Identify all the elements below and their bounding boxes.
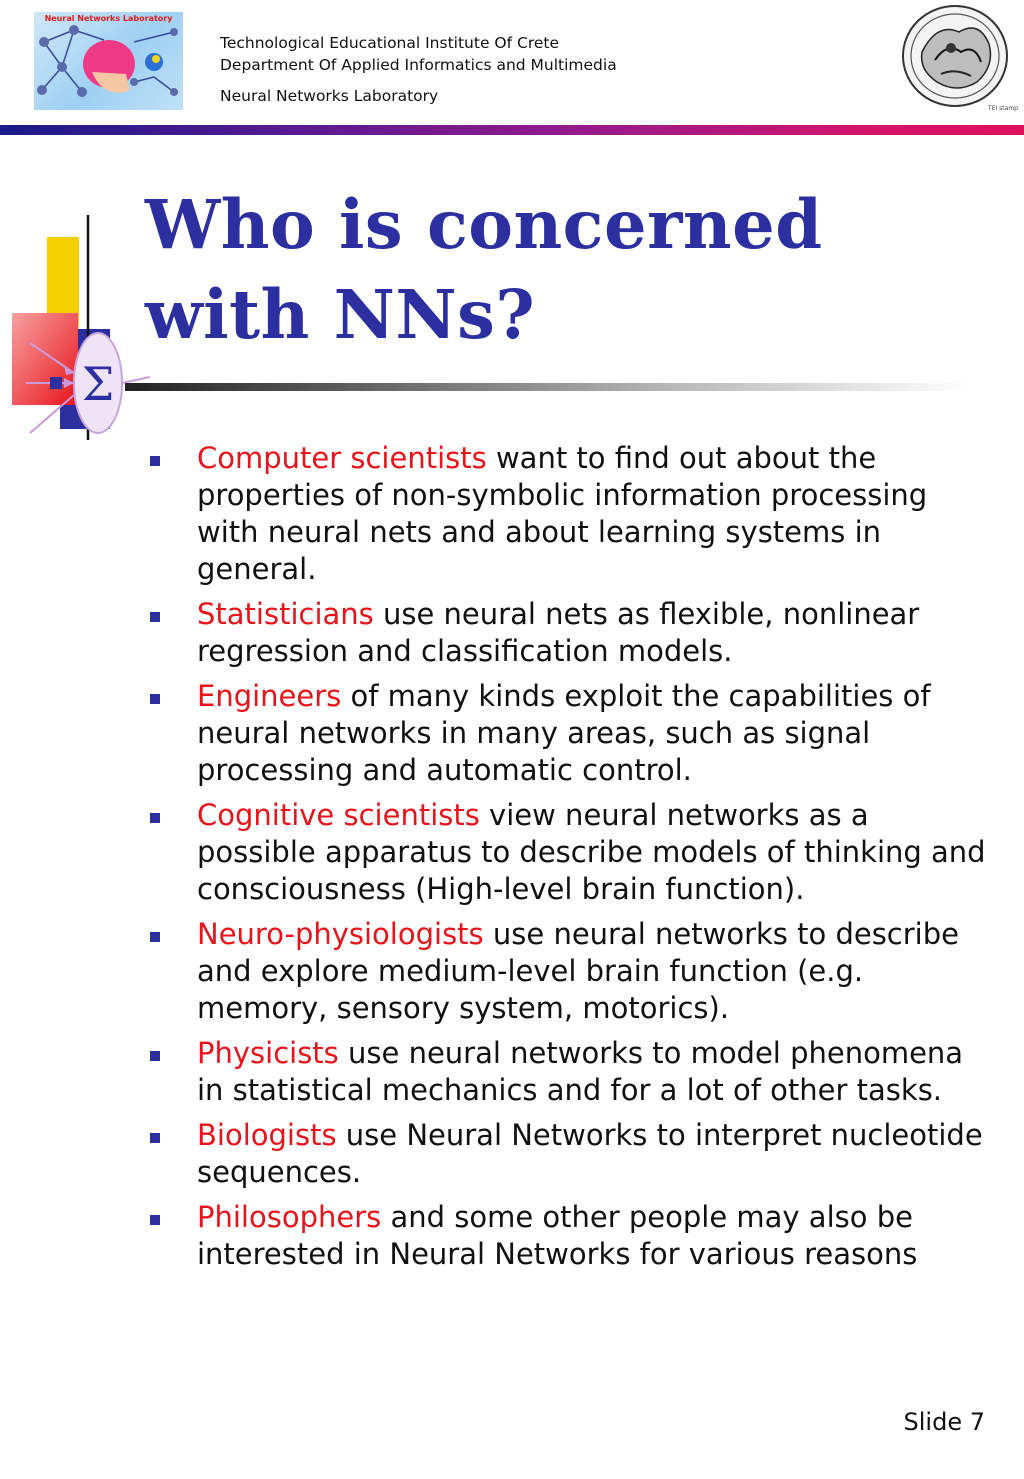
bullet-list <box>150 440 995 1281</box>
slide-number: Slide 7 <box>903 1408 985 1436</box>
lab-logo <box>34 12 183 110</box>
logo-text: Neural Networks Laboratory <box>44 14 173 23</box>
bullet-text: want to find out about the properties of non-symbolic information processing with neural nets and about learning systems in general. <box>197 441 928 586</box>
bullet-square-icon <box>150 1215 160 1225</box>
list-item <box>150 797 995 908</box>
bullet-term: Philosophers <box>197 1200 382 1234</box>
list-item <box>150 916 995 1027</box>
bullet-square-icon <box>150 694 160 704</box>
bullet-term: Physicists <box>197 1036 339 1070</box>
bullet-square-icon <box>150 1051 160 1061</box>
bullet-text: use neural networks to model phenomena in statistical mechanics and for a lot of other tasks. <box>197 1036 964 1107</box>
bullet-square-icon <box>150 932 160 942</box>
bullet-text: of many kinds exploit the capabilities of neural networks in many areas, such as signal processing and automatic control. <box>197 679 931 787</box>
slide-title: Who is concerned with NNs? <box>145 185 823 354</box>
bullet-term: Computer scientists <box>197 441 487 475</box>
list-item <box>150 678 995 789</box>
list-item <box>150 1199 995 1273</box>
lab-name: Neural Networks Laboratory <box>220 87 439 105</box>
institution-name: Technological Educational Institute Of Crete <box>220 34 559 52</box>
institution-header <box>220 32 617 107</box>
neural-network-logo-graphic <box>34 12 183 110</box>
bullet-term: Biologists <box>197 1118 337 1152</box>
bullet-square-icon <box>150 1133 160 1143</box>
bullet-term: Neuro-physiologists <box>197 917 484 951</box>
bullet-square-icon <box>150 612 160 622</box>
bullet-text: view neural networks as a possible apparatus to describe models of thinking and consciousness (High-level brain function). <box>197 798 986 906</box>
bullet-square-icon <box>150 456 160 466</box>
bullet-term: Statisticians <box>197 597 374 631</box>
seal-emblem <box>897 2 1023 114</box>
bullet-text: use neural networks to describe and explore medium-level brain function (e.g. memory, sensory system, motorics). <box>197 917 959 1025</box>
list-item <box>150 1117 995 1191</box>
list-item <box>150 596 995 670</box>
bullet-text: and some other people may also be interested in Neural Networks for various reasons <box>197 1200 918 1271</box>
header-gradient-bar <box>0 125 1024 135</box>
list-item <box>150 1035 995 1109</box>
bullet-text: use neural nets as flexible, nonlinear regression and classification models. <box>197 597 920 668</box>
sigma-symbol: Σ <box>81 357 115 411</box>
bullet-square-icon <box>150 813 160 823</box>
bullet-term: Cognitive scientists <box>197 798 480 832</box>
bullet-text: use Neural Networks to interpret nucleotide sequences. <box>197 1118 983 1189</box>
title-underline <box>125 383 970 391</box>
seal-caption: TEI stamp <box>988 105 1018 112</box>
sigma-neuron-graphic <box>0 205 150 445</box>
bullet-term: Engineers <box>197 679 342 713</box>
list-item <box>150 440 995 588</box>
institute-seal <box>897 2 1023 114</box>
title-decoration <box>0 205 150 445</box>
department-name: Department Of Applied Informatics and Multimedia <box>220 56 617 74</box>
